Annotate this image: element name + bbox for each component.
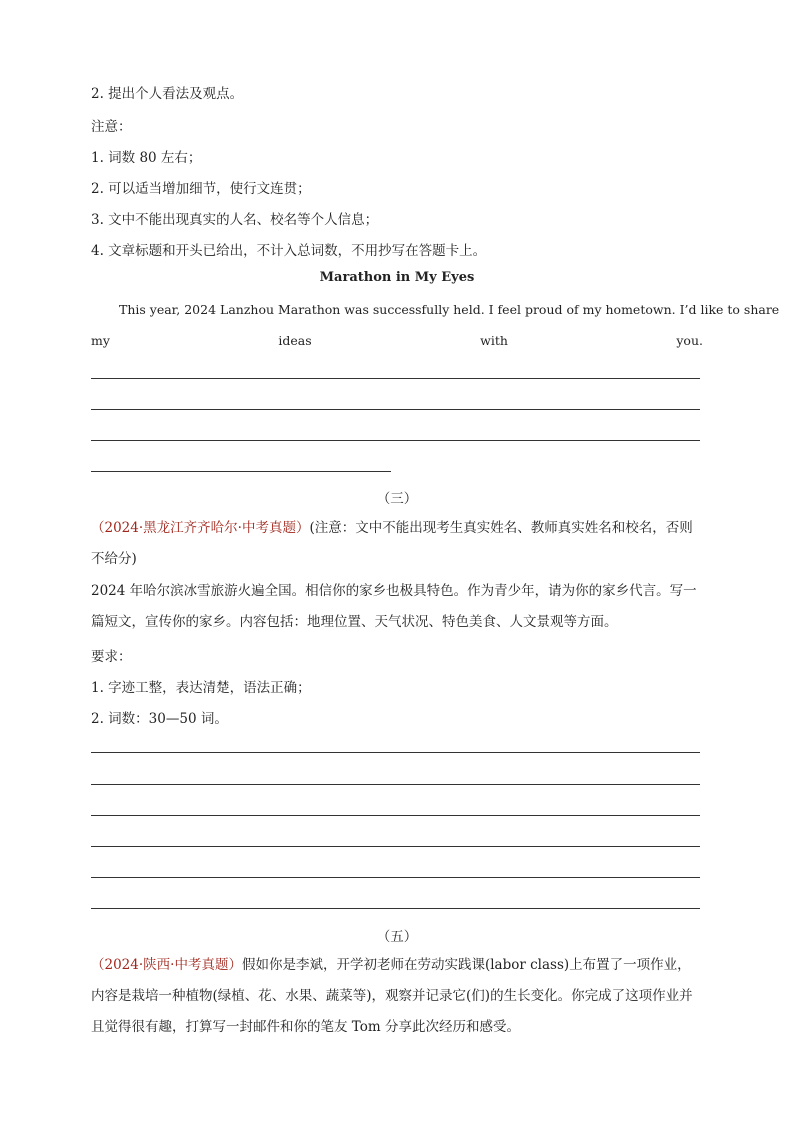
answer-line[interactable]	[91, 877, 700, 878]
answer-line[interactable]	[91, 752, 700, 753]
answer-line[interactable]	[91, 471, 391, 472]
essay-opening-line-1: This year, 2024 Lanzhou Marathon was successfully held. I feel proud of my hometown. I’d like to share	[119, 302, 780, 317]
section-5-prompt	[91, 950, 703, 1043]
answer-line[interactable]	[91, 846, 700, 847]
section-heading-5: （五）	[376, 929, 418, 945]
opening-word: ideas	[278, 333, 312, 348]
note-item-4: 4. 文章标题和开头已给出，不计入总词数，不用抄写在答题卡上。	[91, 243, 487, 259]
requirement-label: 要求：	[91, 649, 132, 665]
answer-line[interactable]	[91, 815, 700, 816]
note-item-3: 3. 文中不能出现真实的人名、校名等个人信息；	[91, 212, 379, 228]
note-label: 注意：	[91, 119, 132, 135]
source-tag: （2024·黑龙江齐齐哈尔·中考真题）	[91, 520, 310, 536]
opening-word: with	[480, 333, 508, 348]
section-heading-3: （三）	[376, 491, 418, 507]
opening-word: my	[91, 333, 110, 348]
answer-line[interactable]	[91, 409, 700, 410]
section-3-prompt: 2024 年哈尔滨冰雪旅游火遍全国。相信你的家乡也极具特色。作为青少年，请为你的家乡代言。写一篇短文，宣传你的家乡。内容包括：地理位置、天气状况、特色美食、人文景观等方面。	[91, 583, 697, 630]
note-item-1: 1. 词数 80 左右；	[91, 150, 202, 166]
instruction-item-2: 2. 提出个人看法及观点。	[91, 86, 244, 102]
answer-line[interactable]	[91, 378, 700, 379]
prompt-text: 假如你是李斌，开学初老师在劳动实践课(labor class)上布置了一项作业，内容是栽培一种植物(绿植、花、水果、蔬菜等)，观察并记录它(们)的生长变化。你完成了这项作业并且觉得很有趣，打算写一封邮件和你的笔友 Tom 分享此次经历和感受。	[91, 957, 693, 1035]
opening-word: you.	[676, 333, 703, 348]
answer-line[interactable]	[91, 784, 700, 785]
essay-title: Marathon in My Eyes	[319, 270, 475, 285]
note-item-2: 2. 可以适当增加细节，使行文连贯；	[91, 181, 311, 197]
answer-line[interactable]	[91, 440, 700, 441]
requirement-item-2: 2. 词数：30—50 词。	[91, 711, 228, 727]
section-3-intro	[91, 513, 703, 575]
source-note: (注意：文中不能出现考生真实姓名、教师真实姓名和校名，否则不给分)	[91, 520, 693, 567]
essay-opening-line-2	[91, 333, 703, 348]
source-tag: （2024·陕西·中考真题）	[91, 957, 242, 973]
answer-line[interactable]	[91, 908, 700, 909]
requirement-item-1: 1. 字迹工整，表达清楚，语法正确；	[91, 680, 311, 696]
